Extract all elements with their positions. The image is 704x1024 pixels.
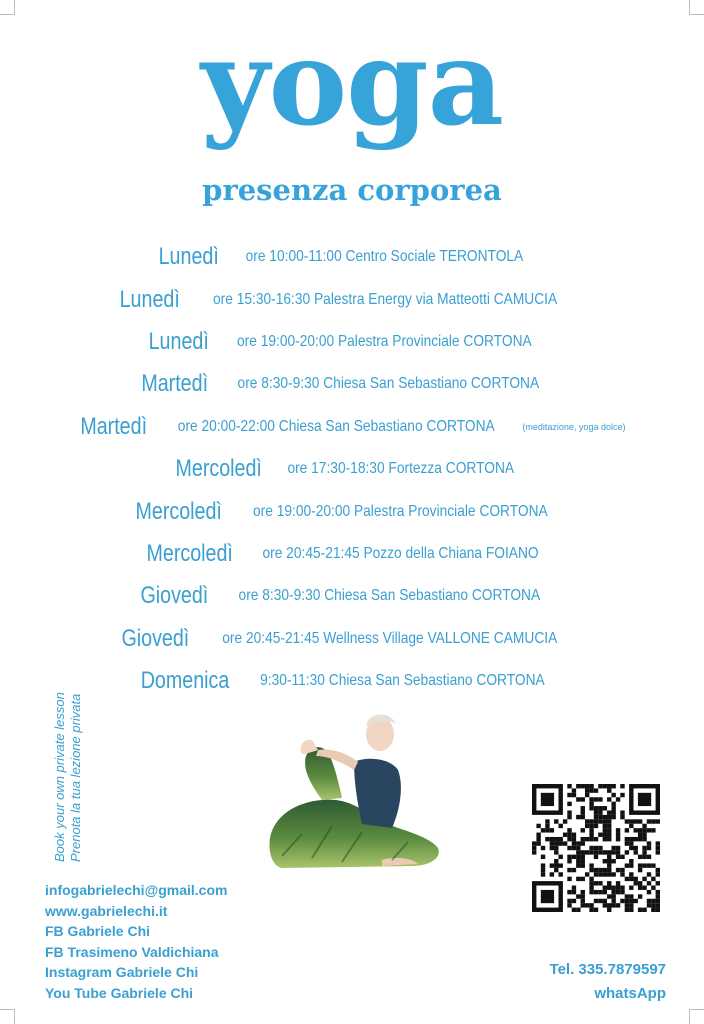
schedule-row [0, 660, 704, 702]
schedule-row [0, 533, 704, 575]
schedule-row [0, 321, 704, 363]
schedule-detail: ore 10:00-11:00 Centro Sociale TERONTOLA [245, 248, 524, 266]
contact-instagram: Instagram Gabriele Chi [45, 964, 199, 980]
schedule-detail: ore 20:00-22:00 Chiesa San Sebastiano CORTONA [177, 417, 495, 435]
schedule-row [0, 618, 704, 660]
contact-email: infogabrielechi@gmail.com [45, 882, 228, 898]
phone-block [550, 958, 666, 1006]
schedule-day: Martedì [79, 412, 147, 440]
schedule-day: Giovedì [121, 624, 190, 652]
crop-mark-top-left [0, 0, 15, 15]
schedule-row [0, 363, 704, 405]
schedule-day: Mercoledì [135, 497, 222, 525]
schedule-detail: 9:30-11:30 Chiesa San Sebastiano CORTONA [259, 672, 545, 690]
contact-youtube: You Tube Gabriele Chi [45, 984, 194, 1001]
poster-title: yoga [200, 13, 504, 152]
schedule-day: Martedì [141, 370, 209, 398]
schedule-row [0, 278, 704, 320]
private-lesson-text [52, 692, 84, 862]
crop-mark-top-right [689, 0, 704, 15]
yoga-pose-illustration [262, 706, 444, 874]
schedule-detail: ore 17:30-18:30 Fortezza CORTONA [287, 460, 515, 478]
contact-facebook: FB Gabriele Chi [45, 923, 151, 939]
schedule-day: Mercoledì [175, 455, 262, 483]
phone-number: Tel. 335.7879597 [549, 961, 666, 978]
schedule-row [0, 575, 704, 617]
schedule-detail: ore 20:45-21:45 Wellness Village VALLONE CAMUCIA [221, 629, 557, 647]
schedule-day: Giovedì [140, 582, 209, 610]
poster-subtitle: presenza corporea [202, 173, 502, 207]
qr-code [532, 784, 660, 912]
schedule-day: Lunedì [148, 327, 209, 355]
schedule-list [0, 236, 704, 702]
schedule-day: Mercoledì [146, 539, 233, 567]
schedule-detail: ore 8:30-9:30 Chiesa San Sebastiano CORTONA [237, 375, 540, 393]
contact-website: www.gabrielechi.it [45, 902, 168, 919]
schedule-row [0, 236, 704, 278]
crop-mark-bottom-right [689, 1009, 704, 1024]
schedule-day: Lunedì [158, 243, 219, 271]
private-lesson-english: Book your own private lesson [52, 692, 67, 862]
schedule-row [0, 406, 704, 448]
private-lesson-italian: Prenota la tua lezione privata [68, 693, 83, 862]
schedule-row [0, 448, 704, 490]
crop-mark-bottom-left [0, 1009, 15, 1024]
schedule-day: Lunedì [119, 285, 181, 313]
whatsapp-label: whatsApp [594, 985, 666, 1002]
schedule-note: (meditazione, yoga dolce) [522, 421, 626, 432]
contact-list [45, 880, 227, 1003]
schedule-day: Domenica [140, 667, 229, 695]
schedule-detail: ore 15:30-16:30 Palestra Energy via Matteotti CAMUCIA [212, 290, 557, 308]
schedule-detail: ore 19:00-20:00 Palestra Provinciale CORTONA [237, 332, 533, 350]
schedule-detail: ore 20:45-21:45 Pozzo della Chiana FOIANO [262, 544, 539, 562]
schedule-detail: ore 8:30-9:30 Chiesa San Sebastiano CORTONA [238, 587, 541, 605]
contact-facebook-group: FB Trasimeno Valdichiana [45, 943, 219, 960]
schedule-row [0, 490, 704, 532]
schedule-detail: ore 19:00-20:00 Palestra Provinciale CORTONA [253, 502, 549, 520]
